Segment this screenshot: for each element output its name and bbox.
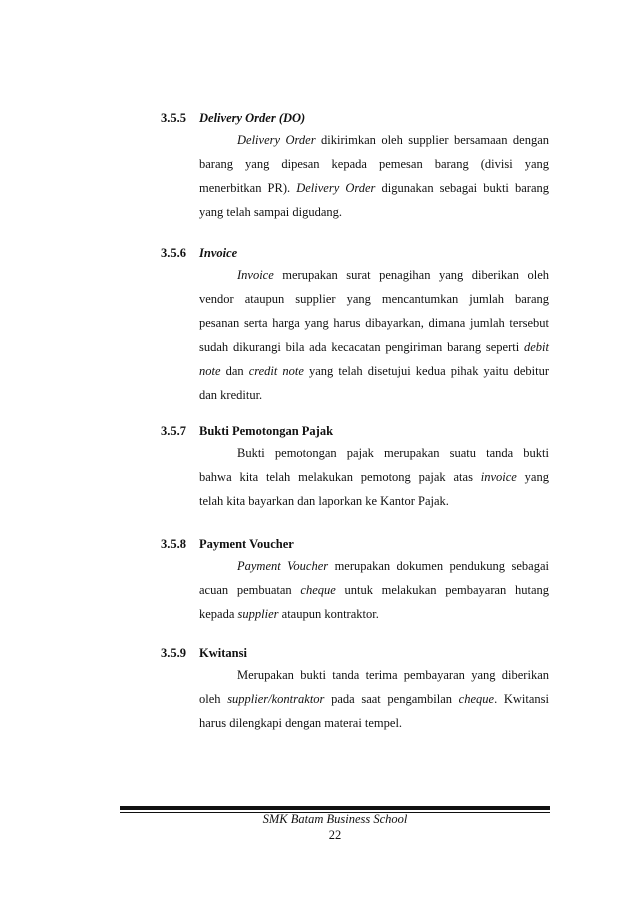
italic-term: credit note (248, 364, 304, 378)
section-number: 3.5.9 (161, 646, 186, 660)
text-line (199, 176, 549, 200)
text-run: sudah dikurangi bila ada kecacatan pengiriman barang seperti (199, 340, 524, 354)
text-run: Bukti pemotongan pajak merupakan suatu tanda bukti (237, 446, 549, 460)
text-run: merupakan surat penagihan yang diberikan oleh (273, 268, 549, 282)
text-line (199, 128, 549, 152)
section-3-5-9 (161, 645, 549, 735)
text-line (199, 383, 549, 407)
section-body (199, 263, 549, 407)
text-run: harus dilengkapi dengan materai tempel. (199, 716, 403, 730)
text-line (199, 578, 549, 602)
text-run: vendor ataupun supplier yang mencantumkan jumlah barang (199, 292, 549, 306)
section-title: Payment Voucher (199, 537, 294, 551)
section-title: Delivery Order (DO) (199, 111, 306, 125)
text-run: acuan pembuatan (199, 583, 301, 597)
italic-term: debit (524, 340, 549, 354)
italic-term: supplier (237, 607, 279, 621)
text-run: barang yang dipesan kepada pemesan barang (divisi yang (199, 157, 549, 171)
text-line (199, 287, 549, 311)
section-title: Invoice (199, 246, 238, 260)
section-number: 3.5.5 (161, 111, 186, 125)
italic-term: Invoice (237, 268, 274, 282)
text-run: yang telah sampai digudang. (199, 205, 343, 219)
text-line (199, 441, 549, 465)
italic-term: cheque (300, 583, 336, 597)
text-run: yang telah disetujui kedua pihak yaitu debitur (303, 364, 549, 378)
text-run: bahwa kita telah melakukan pemotong pajak atas (199, 470, 481, 484)
section-number: 3.5.8 (161, 537, 186, 551)
text-run: dan (220, 364, 249, 378)
italic-term: Delivery Order (296, 181, 376, 195)
text-run: pesanan serta harga yang harus dibayarkan, dimana jumlah tersebut (199, 316, 549, 330)
section-body (199, 554, 549, 626)
footer-school-name: SMK Batam Business School (262, 812, 408, 826)
footer-rule-thick (120, 806, 550, 810)
section-number: 3.5.7 (161, 424, 186, 438)
text-run: telah kita bayarkan dan laporkan ke Kantor Pajak. (199, 494, 449, 508)
italic-term: Payment Voucher (237, 559, 329, 573)
text-line (199, 335, 549, 359)
text-run: digunakan sebagai bukti barang (375, 181, 549, 195)
text-run: menerbitkan PR). (199, 181, 297, 195)
section-title: Bukti Pemotongan Pajak (199, 424, 334, 438)
section-heading (161, 245, 549, 261)
section-3-5-5 (161, 110, 549, 224)
text-run: merupakan dokumen pendukung sebagai (328, 559, 549, 573)
section-title: Kwitansi (199, 646, 247, 660)
text-run: untuk melakukan pembayaran hutang (335, 583, 550, 597)
text-line (199, 152, 549, 176)
section-heading (161, 110, 549, 126)
text-line (199, 489, 549, 513)
section-body (199, 128, 549, 224)
section-heading (161, 645, 549, 661)
text-line (199, 602, 549, 626)
text-line (199, 554, 549, 578)
section-body (199, 441, 549, 513)
text-run: ataupun kontraktor. (278, 607, 379, 621)
text-line (199, 711, 549, 735)
text-run: yang (516, 470, 549, 484)
italic-term: supplier/kontraktor (227, 692, 325, 706)
italic-term: note (199, 364, 221, 378)
text-line (199, 263, 549, 287)
italic-term: cheque (458, 692, 495, 706)
text-run: kepada (199, 607, 238, 621)
text-run: pada saat pengambilan (324, 692, 459, 706)
text-line (199, 311, 549, 335)
text-line (199, 663, 549, 687)
text-run: dan kreditur. (199, 388, 263, 402)
italic-term: Delivery Order (237, 133, 316, 147)
section-heading (161, 536, 549, 552)
italic-term: invoice (480, 470, 517, 484)
text-run: oleh (199, 692, 228, 706)
section-body (199, 663, 549, 735)
text-run: Merupakan bukti tanda terima pembayaran yang diberikan (237, 668, 549, 682)
section-3-5-8 (161, 536, 549, 626)
text-run: dikirimkan oleh supplier bersamaan dengan (315, 133, 550, 147)
text-line (199, 200, 549, 224)
text-line (199, 359, 549, 383)
footer-page-number: 22 (328, 828, 342, 842)
section-3-5-6 (161, 245, 549, 407)
section-heading (161, 423, 549, 439)
section-number: 3.5.6 (161, 246, 186, 260)
text-line (199, 687, 549, 711)
section-3-5-7 (161, 423, 549, 513)
text-line (199, 465, 549, 489)
text-run: . Kwitansi (494, 692, 549, 706)
